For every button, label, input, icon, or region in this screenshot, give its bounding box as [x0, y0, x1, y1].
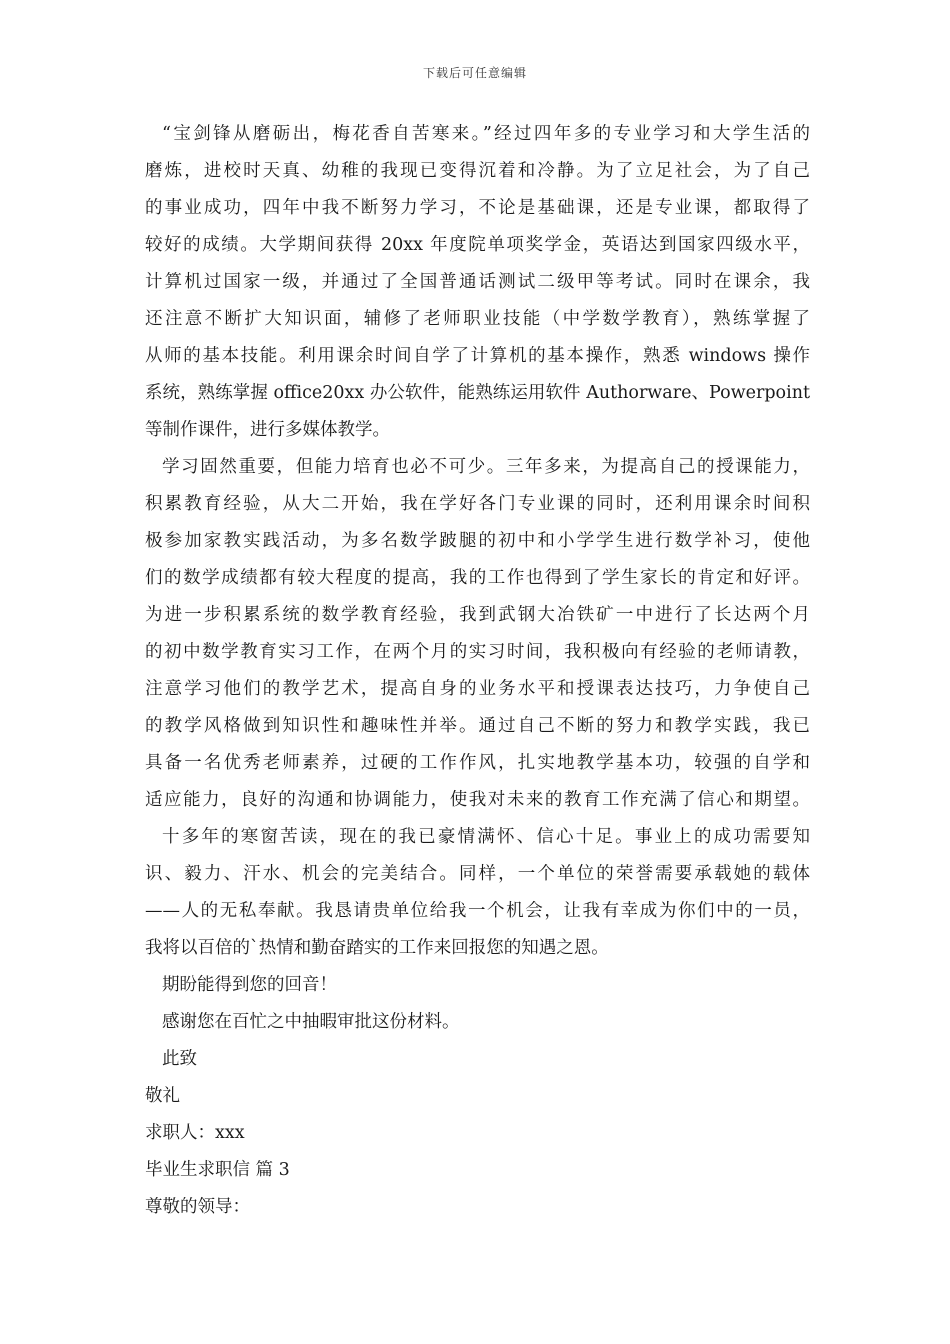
text-line: 磨炼，进校时天真、幼稚的我现已变得沉着和冷静。为了立足社会，为了自己: [145, 161, 810, 181]
text-line: 注意学习他们的教学艺术，提高自身的业务水平和授课表达技巧，力争使自己: [145, 679, 810, 699]
text-line: 计算机过国家一级，并通过了全国普通话测试二级甲等考试。同时在课余，我: [145, 272, 810, 292]
text-line: 还注意不断扩大知识面，辅修了老师职业技能（中学数学教育），熟练掌握了: [145, 309, 810, 329]
text-line: 的事业成功，四年中我不断努力学习，不论是基础课，还是专业课，都取得了: [145, 198, 810, 218]
paragraph-study-achievements: [145, 116, 810, 449]
text-line: 的初中数学教育实习工作，在两个月的实习时间，我积极向有经验的老师请教，: [145, 642, 810, 662]
closing-jingli: 敬礼: [145, 1086, 180, 1106]
closing-cizhi: 此致: [162, 1049, 197, 1069]
paragraph-request: [145, 819, 810, 967]
text-line: 识、毅力、汗水、机会的完美结合。同样，一个单位的荣誉需要承载她的载体: [145, 864, 810, 884]
next-letter-salutation: 尊敬的领导：: [145, 1197, 250, 1217]
text-line: ——人的无私奉献。我恳请贵单位给我一个机会，让我有幸成为你们中的一员，: [145, 901, 810, 921]
letter-body: [145, 116, 810, 1226]
text-line: 极参加家教实践活动，为多名数学跛腿的初中和小学学生进行数学补习，使他: [145, 531, 810, 551]
closing-hope: 期盼能得到您的回音！: [162, 975, 337, 995]
paragraph-teaching-experience: [145, 449, 810, 819]
text-line: 为进一步积累系统的数学教育经验，我到武钢大冶铁矿一中进行了长达两个月: [145, 605, 810, 625]
text-line: 具备一名优秀老师素养，过硬的工作作风，扎实地教学基本功，较强的自学和: [145, 753, 810, 773]
page-header-note: 下载后可任意编辑: [422, 66, 527, 80]
text-line: 十多年的寒窗苦读，现在的我已豪情满怀、信心十足。事业上的成功需要知: [162, 827, 810, 847]
text-line: 的教学风格做到知识性和趣味性并举。通过自己不断的努力和教学实践，我已: [145, 716, 810, 736]
text-line: 积累教育经验，从大二开始，我在学好各门专业课的同时，还利用课余时间积: [145, 494, 810, 514]
text-line: 适应能力，良好的沟通和协调能力，使我对未来的教育工作充满了信心和期望。: [145, 790, 810, 810]
text-line: 等制作课件，进行多媒体教学。: [145, 420, 390, 440]
applicant-signature: 求职人：xxx: [145, 1123, 245, 1143]
text-line: 系统，熟练掌握 office20xx 办公软件，能熟练运用软件 Authorware、Powerpoint: [145, 383, 810, 403]
text-line: 学习固然重要，但能力培育也必不可少。三年多来，为提高自己的授课能力，: [162, 457, 810, 477]
text-line: 们的数学成绩都有较大程度的提高，我的工作也得到了学生家长的肯定和好评。: [145, 568, 810, 588]
text-line: “宝剑锋从磨砺出，梅花香自苦寒来。”经过四年多的专业学习和大学生活的: [162, 124, 810, 144]
text-line: 从师的基本技能。利用课余时间自学了计算机的基本操作，熟悉 windows 操作: [145, 346, 810, 366]
letter-closing: [145, 967, 810, 1226]
closing-thanks: 感谢您在百忙之中抽暇审批这份材料。: [162, 1012, 460, 1032]
text-line: 我将以百倍的`热情和勤奋踏实的工作来回报您的知遇之恩。: [145, 938, 609, 958]
text-line: 较好的成绩。大学期间获得 20xx 年度院单项奖学金，英语达到国家四级水平，: [145, 235, 810, 255]
next-letter-title: 毕业生求职信 篇 3: [145, 1160, 290, 1180]
